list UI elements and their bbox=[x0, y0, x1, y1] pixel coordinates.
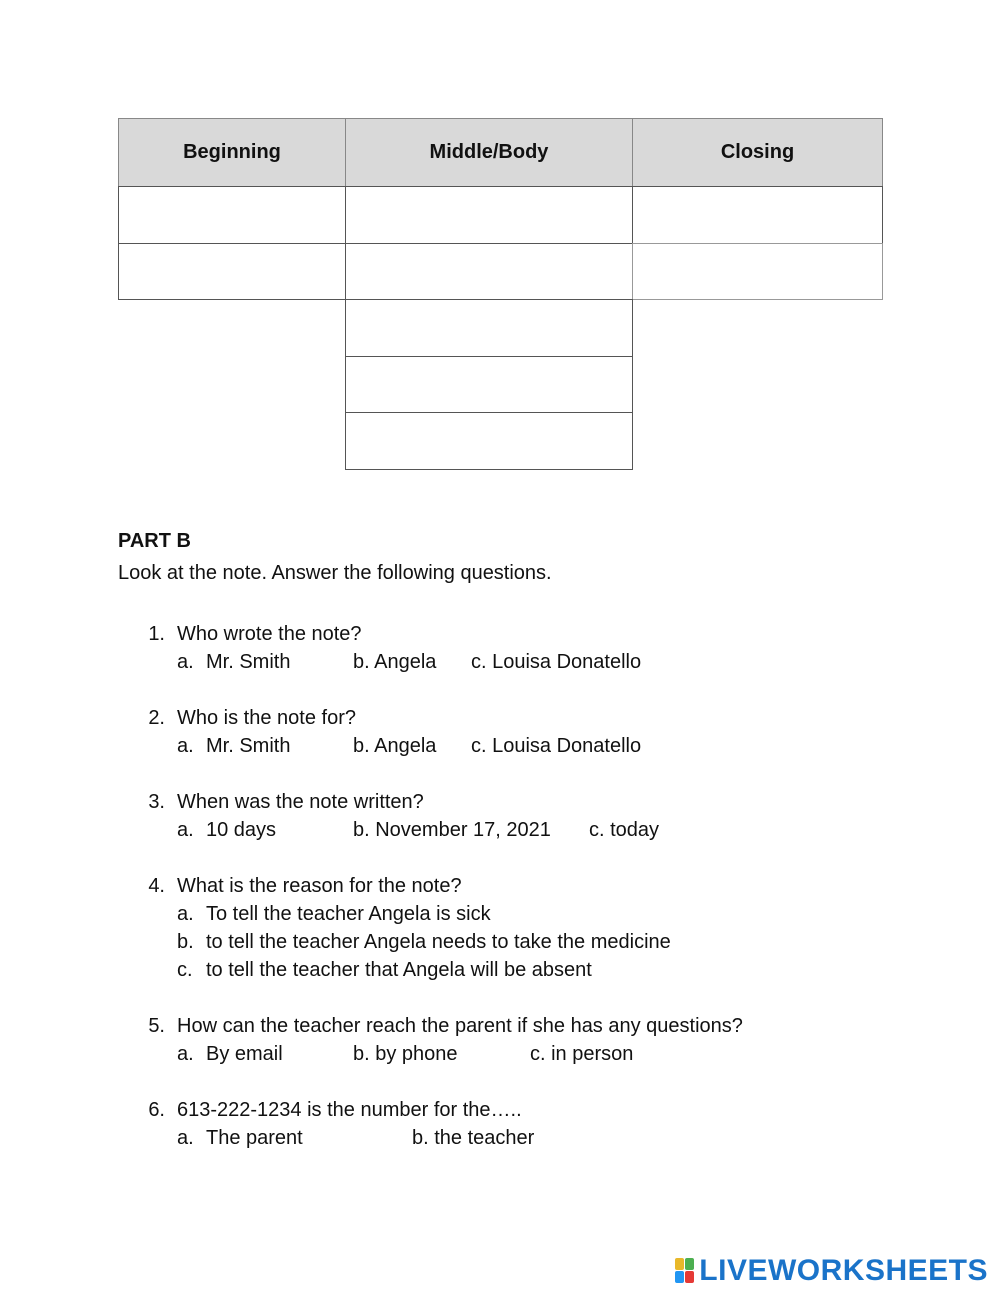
answer-option[interactable]: b. November 17, 2021 bbox=[353, 819, 551, 841]
header-label: Closing bbox=[720, 141, 795, 163]
option-letter: a. bbox=[177, 819, 194, 841]
liveworksheets-logo bbox=[675, 1254, 988, 1288]
option-letter: a. bbox=[177, 1127, 194, 1149]
option-letter: a. bbox=[177, 1043, 194, 1065]
option-letter: b. bbox=[177, 931, 194, 953]
question-text: Who is the note for? bbox=[177, 707, 356, 729]
option-letter: a. bbox=[177, 651, 194, 673]
answer-option[interactable]: 10 days bbox=[206, 819, 277, 841]
answer-option[interactable]: c. Louisa Donatello bbox=[471, 735, 642, 757]
closing-answer-box-1[interactable] bbox=[632, 186, 883, 244]
option-letter: c. bbox=[177, 959, 193, 981]
question-number: 3. bbox=[148, 791, 165, 813]
part-b-title: PART B bbox=[118, 530, 191, 552]
question-text: How can the teacher reach the parent if she has any questions? bbox=[177, 1015, 743, 1037]
answer-option[interactable]: c. in person bbox=[530, 1043, 634, 1065]
answer-option[interactable]: Mr. Smith bbox=[206, 735, 291, 757]
answer-option[interactable]: By email bbox=[206, 1043, 283, 1065]
header-label: Beginning bbox=[183, 141, 281, 163]
question-number: 2. bbox=[148, 707, 165, 729]
beginning-answer-box-2[interactable] bbox=[118, 243, 346, 300]
option-letter: a. bbox=[177, 735, 194, 757]
question-number: 4. bbox=[148, 875, 165, 897]
header-label: Middle/Body bbox=[429, 141, 549, 163]
question-text: Who wrote the note? bbox=[177, 623, 362, 645]
middle-answer-box-1[interactable] bbox=[345, 186, 633, 244]
answer-option[interactable]: Mr. Smith bbox=[206, 651, 291, 673]
question-text: What is the reason for the note? bbox=[177, 875, 462, 897]
closing-answer-box-2[interactable] bbox=[632, 243, 883, 300]
question-text: 613-222-1234 is the number for the….. bbox=[177, 1099, 522, 1121]
answer-option[interactable]: b. the teacher bbox=[412, 1127, 535, 1149]
question-number: 6. bbox=[148, 1099, 165, 1121]
answer-option[interactable]: b. by phone bbox=[353, 1043, 458, 1065]
table-header-closing bbox=[632, 118, 883, 187]
part-b-instructions: Look at the note. Answer the following questions. bbox=[118, 562, 552, 584]
liveworksheets-logo-icon bbox=[675, 1258, 695, 1284]
table-header-beginning bbox=[118, 118, 346, 187]
answer-option[interactable]: b. Angela bbox=[353, 735, 437, 757]
answer-option[interactable]: c. Louisa Donatello bbox=[471, 651, 642, 673]
question-text: When was the note written? bbox=[177, 791, 424, 813]
middle-answer-box-5[interactable] bbox=[345, 412, 633, 470]
beginning-answer-box-1[interactable] bbox=[118, 186, 346, 244]
question-number: 5. bbox=[148, 1015, 165, 1037]
answer-option[interactable]: The parent bbox=[206, 1127, 303, 1149]
middle-answer-box-4[interactable] bbox=[345, 356, 633, 413]
answer-option[interactable]: To tell the teacher Angela is sick bbox=[206, 903, 491, 925]
answer-option[interactable]: to tell the teacher that Angela will be absent bbox=[206, 959, 592, 981]
answer-option[interactable]: to tell the teacher Angela needs to take the medicine bbox=[206, 931, 671, 953]
answer-option[interactable]: b. Angela bbox=[353, 651, 437, 673]
question-number: 1. bbox=[148, 623, 165, 645]
table-header-middle-body bbox=[345, 118, 633, 187]
middle-answer-box-3[interactable] bbox=[345, 299, 633, 357]
middle-answer-box-2[interactable] bbox=[345, 243, 633, 300]
option-letter: a. bbox=[177, 903, 194, 925]
brand-name: LIVEWORKSHEETS bbox=[699, 1254, 988, 1287]
answer-option[interactable]: c. today bbox=[589, 819, 660, 841]
